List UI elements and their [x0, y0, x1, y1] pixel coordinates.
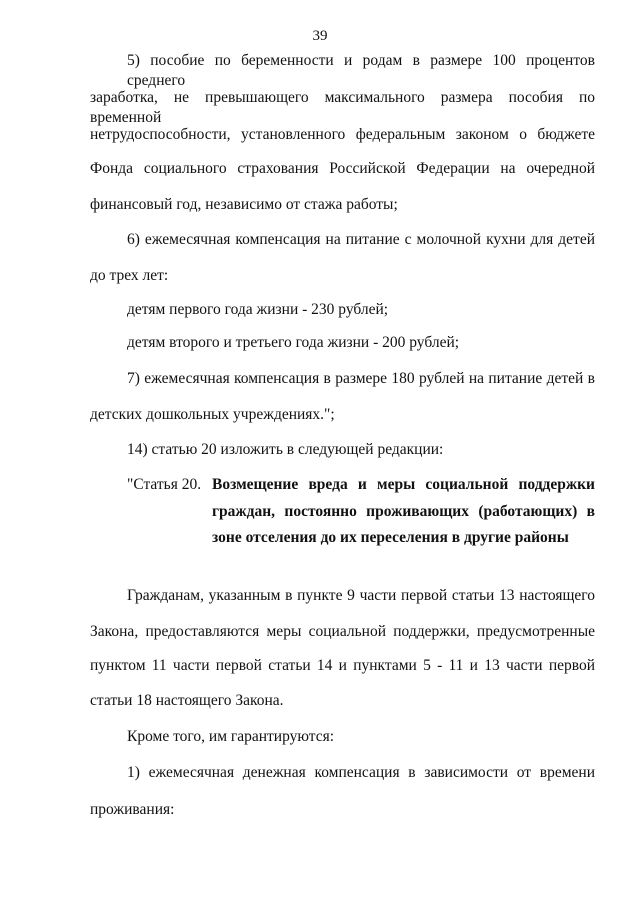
paragraph-line: финансовый год, независимо от стажа работы;: [90, 196, 398, 213]
paragraph-line: 7) ежемесячная компенсация в размере 180 рублей на питание детей в: [127, 370, 595, 387]
paragraph-line: 6) ежемесячная компенсация на питание с молочной кухни для детей: [127, 231, 595, 248]
paragraph-line: 1) ежемесячная денежная компенсация в зависимости от времени: [127, 764, 595, 781]
paragraph-line: до трех лет:: [90, 267, 169, 284]
paragraph-line: 5) пособие по беременности и родам в размере 100 процентов среднего: [127, 52, 595, 89]
paragraph-line: детских дошкольных учреждениях.";: [90, 406, 335, 423]
paragraph-line: Закона, предоставляются меры социальной поддержки, предусмотренные: [90, 623, 595, 640]
paragraph-line: детям второго и третьего года жизни - 200 рублей;: [127, 334, 460, 351]
paragraph-line: Кроме того, им гарантируются:: [127, 728, 335, 745]
article-prefix: "Статья 20.: [127, 476, 202, 493]
article-title-line: граждан, постоянно проживающих (работающих) в: [212, 503, 595, 520]
paragraph-line: пунктом 11 части первой статьи 14 и пунктами 5 - 11 и 13 части первой: [90, 657, 595, 674]
paragraph-line: проживания:: [90, 801, 175, 818]
paragraph-line: статьи 18 настоящего Закона.: [90, 692, 284, 709]
paragraph-line: Гражданам, указанным в пункте 9 части первой статьи 13 настоящего: [127, 587, 595, 604]
article-title-line: Возмещение вреда и меры социальной поддержки: [212, 476, 595, 493]
paragraph-line: заработка, не превышающего максимального размера пособия по временной: [90, 89, 595, 126]
paragraph-line: детям первого года жизни - 230 рублей;: [127, 301, 389, 318]
paragraph-line: нетрудоспособности, установленного федеральным законом о бюджете: [90, 126, 595, 143]
paragraph-line: Фонда социального страхования Российской Федерации на очередной: [90, 160, 595, 177]
article-title-line: зоне отселения до их переселения в другие районы: [212, 529, 569, 546]
paragraph-line: 14) статью 20 изложить в следующей редакции:: [127, 441, 444, 458]
page-number: 39: [312, 28, 328, 44]
